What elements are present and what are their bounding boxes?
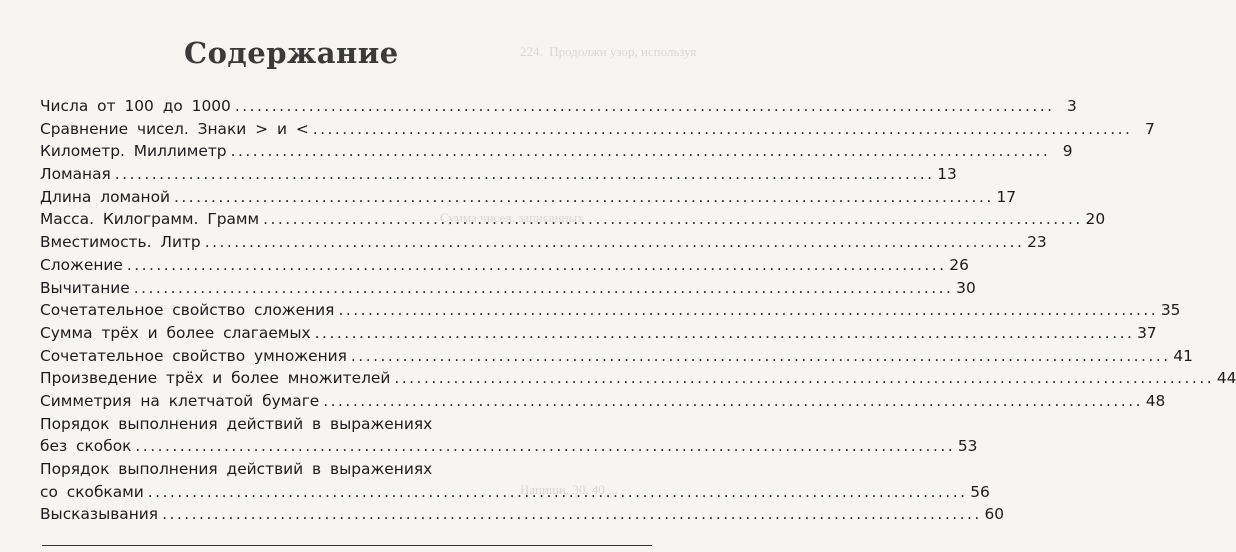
- toc-entry-label: Сравнение чисел. Знаки > и <: [40, 119, 309, 138]
- toc-entry-label: Ломаная: [40, 165, 111, 184]
- toc-entry-label: Длина ломаной: [40, 187, 171, 206]
- toc-entry-label: Масса. Килограмм. Грамм: [40, 210, 260, 229]
- toc-entry-row: [40, 367, 1236, 390]
- toc-entry-row: [40, 118, 1155, 141]
- dot-leader: [127, 254, 943, 277]
- toc-entry-label: Сложение: [40, 255, 123, 274]
- table-of-contents: [40, 95, 1236, 526]
- toc-entry-page-number: 60: [984, 505, 1005, 524]
- toc-entry-page-number: 23: [1027, 233, 1047, 252]
- toc-entry-label: Сочетательное свойство сложения: [40, 301, 335, 320]
- dot-leader: [134, 277, 950, 300]
- toc-entry-label: Высказывания: [40, 505, 159, 524]
- toc-entry-row: [40, 481, 990, 504]
- dot-leader: [205, 231, 1021, 254]
- toc-entry-page-number: 17: [996, 187, 1017, 206]
- toc-entry: [40, 367, 1236, 390]
- toc-entry-row: [40, 95, 1077, 118]
- toc-entry-label: Сочетательное свойство умножения: [40, 346, 347, 365]
- dot-leader: [174, 186, 990, 209]
- dot-leader: [162, 503, 978, 526]
- toc-entry: [40, 390, 1166, 413]
- toc-entry-row: [40, 208, 1106, 231]
- toc-entry-label: без скобок: [40, 437, 132, 456]
- toc-entry: [40, 163, 957, 186]
- toc-entry-page-number: 3: [1067, 97, 1077, 115]
- toc-entry-page-number: 30: [956, 278, 976, 297]
- toc-entry-row: [40, 231, 1047, 254]
- toc-entry-row: [40, 435, 978, 458]
- toc-entry: [40, 254, 969, 277]
- dot-leader: [351, 345, 1167, 368]
- toc-entry-label: Произведение трёх и более множителей: [40, 369, 391, 388]
- dot-leader: [338, 299, 1154, 322]
- toc-entry-row: [40, 140, 1073, 163]
- footer-divider: [42, 545, 652, 546]
- toc-entry-page-number: 37: [1137, 323, 1157, 342]
- show-through-background: 224. Продолжи узор, используя Сумма чисел, записанных Напиши, 30, 40 ...: [440, 44, 697, 497]
- dot-leader: [263, 208, 1079, 231]
- toc-entry-page-number: 48: [1145, 391, 1166, 410]
- toc-entry-row: [40, 163, 957, 186]
- toc-entry: [40, 458, 990, 503]
- dot-leader: [315, 322, 1131, 345]
- toc-entry-label: Вместимость. Литр: [40, 233, 201, 252]
- toc-entry-label: Вычитание: [40, 278, 130, 297]
- toc-entry-label: со скобками: [40, 482, 144, 501]
- dot-leader: [135, 435, 951, 458]
- toc-entry-page-number: 7: [1144, 119, 1155, 138]
- dot-leader: [231, 140, 1047, 163]
- toc-entry-label: Симметрия на клетчатой бумаге: [40, 391, 320, 410]
- dot-leader: [115, 163, 931, 186]
- toc-entry-row: [40, 254, 969, 277]
- toc-entry: [40, 413, 978, 458]
- toc-entry-row: [40, 390, 1166, 413]
- toc-entry-label: Порядок выполнения действий в выражениях: [40, 414, 433, 433]
- toc-entry-label: Числа от 100 до 1000: [40, 97, 231, 115]
- toc-entry-row: [40, 503, 1005, 526]
- toc-entry-title-line: [40, 458, 652, 481]
- toc-entry: [40, 322, 1157, 345]
- toc-entry: [40, 345, 1193, 368]
- toc-entry-page-number: 56: [970, 482, 990, 501]
- toc-entry: [40, 118, 1155, 141]
- toc-entry-title-line: [40, 413, 652, 436]
- dot-leader: [148, 481, 964, 504]
- toc-entry-page-number: 41: [1173, 346, 1193, 365]
- toc-entry-page-number: 53: [957, 437, 978, 456]
- toc-entry: [40, 95, 1077, 118]
- toc-entry: [40, 277, 976, 300]
- toc-entry-label: Порядок выполнения действий в выражениях: [40, 460, 433, 478]
- dot-leader: [394, 367, 1210, 390]
- toc-entry-row: [40, 345, 1193, 368]
- toc-entry-label: Километр. Миллиметр: [40, 142, 227, 161]
- toc-entry-label: Сумма трёх и более слагаемых: [40, 323, 311, 342]
- toc-entry-row: [40, 277, 976, 300]
- toc-entry: [40, 503, 1005, 526]
- page-title: Содержание: [184, 36, 399, 70]
- toc-entry: [40, 299, 1181, 322]
- toc-entry: [40, 231, 1047, 254]
- toc-entry-page-number: 9: [1062, 142, 1073, 161]
- toc-entry-page-number: 13: [937, 165, 957, 184]
- toc-entry: [40, 186, 1017, 209]
- toc-entry-row: [40, 299, 1181, 322]
- toc-entry: [40, 208, 1106, 231]
- toc-entry-row: [40, 322, 1157, 345]
- dot-leader: [313, 118, 1129, 141]
- toc-entry-page-number: 44: [1216, 369, 1236, 388]
- toc-entry-page-number: 20: [1085, 210, 1106, 229]
- toc-entry: [40, 140, 1073, 163]
- toc-entry-row: [40, 186, 1017, 209]
- toc-entry-page-number: 26: [949, 255, 969, 274]
- toc-entry-page-number: 35: [1160, 301, 1181, 320]
- dot-leader: [235, 95, 1051, 118]
- dot-leader: [323, 390, 1139, 413]
